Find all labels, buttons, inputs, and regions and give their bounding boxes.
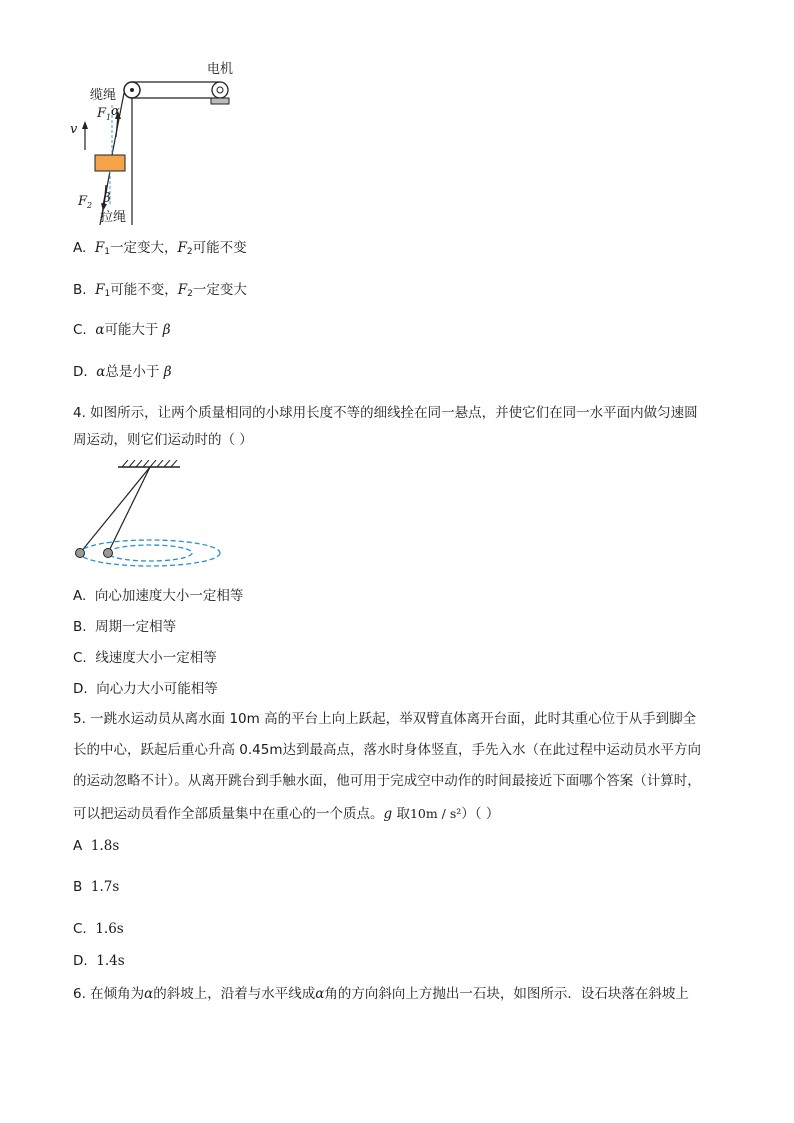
q5-stem-line2: 长的中心，跃起后重心升高 0.45m达到最高点，落水时身体竖直，手先入水（在此过程中运动员水平方向: [73, 742, 701, 758]
q5-stem-line4: 可以把运动员看作全部质量集中在重心的一个质点。g 取10m / s²）（ ）: [73, 806, 500, 822]
q6-stem-line1: 6. 在倾角为α的斜坡上，沿着与水平线成α角的方向斜向上方抛出一石块，如图所示．设石块落在斜坡上: [73, 986, 689, 1002]
q3-option-d[interactable]: D. α总是小于 β: [73, 364, 172, 380]
q5-stem-line1: 5. 一跳水运动员从离水面 10m 高的平台上向上跃起，举双臂直体离开台面，此时其重心位于从手到脚全: [73, 711, 697, 727]
q5-option-b[interactable]: B 1.7s: [73, 879, 120, 895]
q4-option-d[interactable]: D. 向心力大小可能相等: [73, 681, 218, 697]
q5-option-d[interactable]: D. 1.4s: [73, 953, 125, 969]
ball-2: [104, 549, 113, 558]
q4-stem-line1: 4. 如图所示，让两个质量相同的小球用长度不等的细线拴在同一悬点，并使它们在同一水平面内做匀速圆: [73, 405, 698, 421]
q4-option-c[interactable]: C. 线速度大小一定相等: [73, 650, 217, 666]
figure-conical-pendulum: [68, 460, 228, 570]
q4-option-b[interactable]: B. 周期一定相等: [73, 619, 177, 635]
q5-option-c[interactable]: C. 1.6s: [73, 921, 124, 937]
motor-label: 电机: [207, 62, 234, 77]
v-label: v: [70, 122, 78, 137]
q3-option-b[interactable]: B. $F_1$可能不变，$F_2$一定变大: [73, 282, 247, 299]
pull-rope-label: 拉绳: [100, 210, 127, 225]
q4-stem-line2: 周运动，则它们运动时的（ ）: [73, 432, 253, 448]
motor-wheel: [212, 82, 228, 98]
alpha-label: α: [111, 104, 120, 119]
beta-label: β: [103, 191, 111, 206]
inner-orbit: [108, 545, 192, 561]
figure-motor-cable: [60, 55, 260, 230]
q3-option-a[interactable]: A. $F_1$一定变大，$F_2$可能不变: [73, 240, 247, 257]
q5-stem-line3: 的运动忽略不计）。从离开跳台到手触水面，他可用于完成空中动作的时间最接近下面哪个答案（计算时，: [73, 773, 701, 789]
q4-option-a[interactable]: A. 向心加速度大小一定相等: [73, 588, 244, 604]
q3-option-c[interactable]: C. α可能大于 β: [73, 322, 171, 338]
q5-option-a[interactable]: A 1.8s: [73, 838, 120, 854]
motor-base: [211, 98, 229, 104]
ball-1: [76, 549, 85, 558]
f2-label: $F_2$: [78, 194, 93, 210]
outer-orbit: [80, 540, 220, 566]
f1-label: $F_1$: [97, 106, 112, 122]
box: [95, 155, 125, 171]
cable-label: 缆绳: [90, 88, 117, 103]
